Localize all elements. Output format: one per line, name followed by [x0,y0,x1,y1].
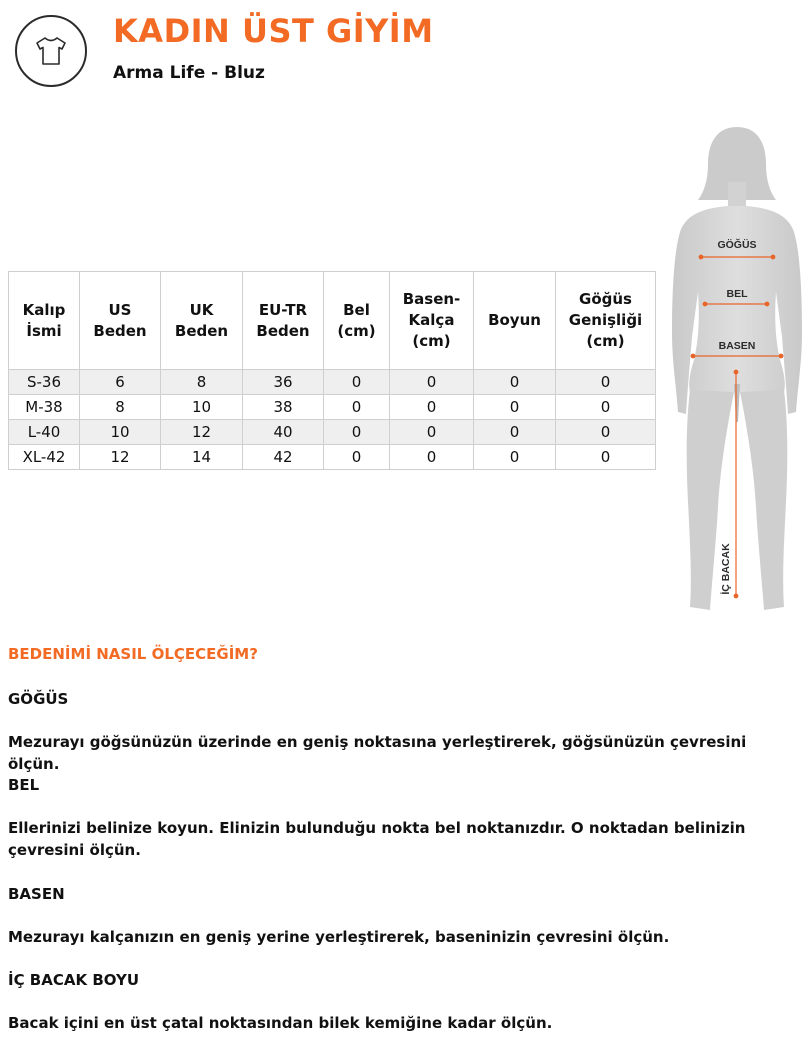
column-header-line: Basen- [402,290,461,308]
table-row [9,420,656,445]
table-cell: 0 [390,395,474,420]
table-cell: 0 [474,395,556,420]
table-cell: 0 [474,370,556,395]
guide-text-hip: Mezurayı kalçanızın en geniş yerine yerleştirerek, baseninizin çevresini ölçün. [8,928,670,946]
column-header-line: Boyun [488,311,541,329]
table-cell: L-40 [9,420,80,445]
table-cell: 36 [243,370,324,395]
column-header-line: Kalça [408,311,455,329]
table-cell: 14 [161,445,243,470]
table-cell: 8 [161,370,243,395]
body-silhouette [672,127,802,610]
table-cell: 0 [556,370,656,395]
table-cell: 0 [556,420,656,445]
waist-label: BEL [726,288,748,300]
table-cell: 10 [161,395,243,420]
table-cell: 0 [324,370,390,395]
guide-heading-waist: BEL [8,776,40,794]
table-cell: 12 [161,420,243,445]
column-header [474,272,556,370]
column-header-line: UK [189,300,214,319]
table-cell: 10 [80,420,161,445]
table-body [9,370,656,470]
guide-heading-chest: GÖĞÜS [8,690,69,708]
column-header-line: Kalıp [22,300,66,319]
column-header [161,272,243,370]
column-header-line: US [108,300,132,319]
table-cell: 6 [80,370,161,395]
guide-heading-inseam: İÇ BACAK BOYU [8,971,140,989]
page-title: KADIN ÜST GİYİM [113,12,434,50]
table-row [9,370,656,395]
column-header-line: Bel [343,300,370,319]
column-header-line: (cm) [586,332,625,350]
guide-heading-hip: BASEN [8,885,65,903]
body-measurement-figure [664,122,811,622]
table-cell: XL-42 [9,445,80,470]
table-cell: 0 [390,420,474,445]
table-cell: M-38 [9,395,80,420]
hip-label: BASEN [718,340,756,352]
column-header [80,272,161,370]
column-header-line: İsmi [26,321,62,340]
table-row [9,445,656,470]
column-header [390,272,474,370]
column-header [9,272,80,370]
table-cell: 38 [243,395,324,420]
column-header [243,272,324,370]
guide-text-chest: Mezurayı göğsünüzün üzerinde en geniş noktasına yerleştirerek, göğsünüzün çevresini ölçün. [8,733,747,773]
logo-badge [15,15,87,87]
guide-title: BEDENİMİ NASIL ÖLÇECEĞİM? [8,645,258,663]
column-header-line: EU-TR [258,300,308,319]
size-chart-table [8,271,656,470]
table-cell: 0 [324,420,390,445]
table-cell: 0 [474,445,556,470]
table-row [9,395,656,420]
column-header-line: Beden [256,321,310,340]
chest-label: GÖĞÜS [717,239,757,251]
guide-text-waist: Ellerinizi belinize koyun. Elinizin bulunduğu nokta bel noktanızdır. O noktadan belinizin çevresini ölçün. [8,819,746,859]
column-header [556,272,656,370]
table-cell: 8 [80,395,161,420]
table-cell: 0 [324,445,390,470]
column-header-line: Genişliği [568,311,643,329]
table-cell: S-36 [9,370,80,395]
column-header [324,272,390,370]
table-cell: 12 [80,445,161,470]
table-cell: 42 [243,445,324,470]
table-cell: 0 [324,395,390,420]
table-cell: 0 [390,445,474,470]
guide-text-inseam: Bacak içini en üst çatal noktasından bilek kemiğine kadar ölçün. [8,1014,553,1032]
column-header-line: (cm) [337,321,376,340]
inseam-label: İÇ BACAK [720,543,732,595]
table-cell: 0 [474,420,556,445]
tshirt-icon [33,35,69,67]
table-header-row [9,272,656,370]
column-header-line: Beden [93,321,147,340]
table-cell: 0 [556,395,656,420]
product-subtitle: Arma Life - Bluz [113,63,265,83]
column-header-line: (cm) [412,332,451,350]
column-header-line: Göğüs [579,290,632,308]
column-header-line: Beden [174,321,229,340]
table-cell: 0 [390,370,474,395]
table-cell: 40 [243,420,324,445]
table-cell: 0 [556,445,656,470]
